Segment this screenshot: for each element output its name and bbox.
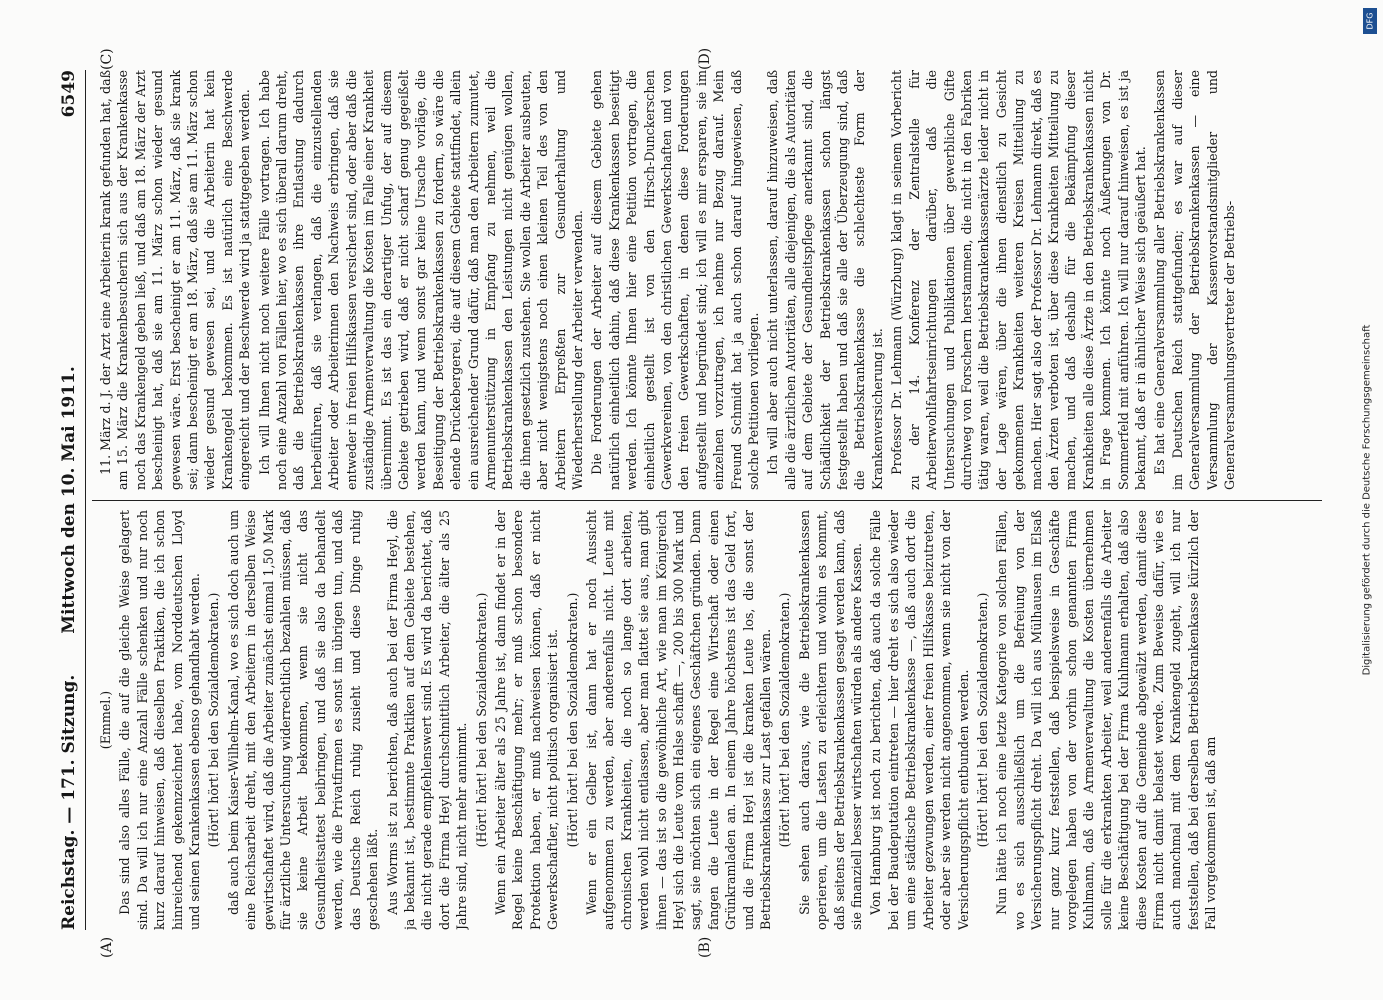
paragraph: Sie sehen auch daraus, wie die Betriebskrankenkassen operieren, um die Lasten zu erleichtern und wohin es kommt, daß seitens der Betriebskrankenkassen gesagt werden kann, daß sie finanziell besser wirtschaften würden als andere Kassen. [796, 510, 864, 930]
left-column [97, 510, 1317, 930]
paragraph: 11. März d. J. der Arzt eine Arbeiterin krank gefunden hat, daß am 15. März die Krankenbesucherin sich aus der Krankenkasse noch das Krankengeld geben ließ, und daß am 18. März der Arzt bescheinigt hat, daß sie am 11. März schon wieder gesund gewesen wäre. Erst bescheinigt er am 11. März, daß sie krank sei; dann bescheinigt er am 18. März, daß sie am 11. März schon wieder gesund gewesen sei, und die Arbeiterin hat kein Krankengeld bekommen. Es ist natürlich eine Beschwerde eingereicht und der Beschwerde wird ja stattgegeben werden. [97, 70, 252, 490]
paragraph: Wenn ein Arbeiter älter als 25 Jahre ist, dann findet er in der Regel keine Beschäftigung mehr; er muß schon besondere Protektion haben, er muß nachweisen können, daß er nicht Gewerkschaftler, nicht politisch organisiert ist. [492, 510, 560, 930]
paragraph: Nun hätte ich noch eine letzte Kategorie von solchen Fällen, wo es sich ausschließlich um die Befreiung von der Versicherungspflicht dreht. Da will ich aus Mülhausen im Elsaß nur ganz kurz feststellen, daß beispielsweise in Geschäfte vorgelegen haben von der vorhin schon genannten Firma Kuhlmann, daß die Armenverwaltung die Kosten übernehmen solle für die erkrankten Arbeiter, weil anderenfalls die Arbeiter keine Beschäftigung bei der Firma Kuhlmann erhalten, daß also diese Kosten auf die Gemeinde abgewälzt werden, damit diese Firma nicht damit belastet werde. Zum Beweise dafür, wie es auch manchmal mit dem Krankengeld zugeht, will ich nur feststellen, daß bei derselben Betriebskrankenkasse kürzlich der Fall vorgekommen ist, daß am [993, 510, 1218, 930]
paragraph: (Emmel.) [97, 690, 113, 750]
paragraph: (Hört! hört! bei den Sozialdemokraten.) [205, 592, 221, 848]
header-date: Mittwoch den 10. Mai 1911. [58, 366, 79, 634]
paragraph: daß auch beim Kaiser-Wilhelm-Kanal, wo es sich doch auch um eine Reichsarbeit dreht, mit den Arbeitern in derselben Weise gewirtschaftet wird, daß die Arbeiter zunächst einmal 1,50 Mark für ärztliche Untersuchung widerrechtlich bezahlen müssen, daß sie keine Arbeit bekommen, wenn sie nicht das Gesundheitsattest beibringen, und daß sie also da behandelt werden, wie die Privatfirmen es sonst im übrigen tun, und daß das Deutsche Reich ruhig zusieht und diese Dinge ruhig geschehen läßt. [225, 510, 380, 930]
paragraph: Das sind also alles Fälle, die auf die gleiche Weise gelagert sind. Da will ich nur eine Anzahl Fälle schenken und nur noch kurz darauf hinweisen, daß dieselben Praktiken, die ich schon hinreichend gekennzeichnet habe, vom Norddeutschen Lloyd und seinen Krankenkassen ebenso gehandhabt werden. [116, 510, 202, 930]
rotated-page-content [37, 30, 1347, 970]
paragraph: Ich will aber auch nicht unterlassen, darauf hinzuweisen, daß alle die ärztlichen Autoritäten, alle diejenigen, die als Autoritäten auf dem Gebiete der Gesundheitspflege anerkannt sind, die Schädlichkeit der Betriebskrankenkassen schon längst festgestellt haben und daß sie alle der Überzeugung sind, daß die Betriebskrankenkasse die schlechteste Form der Krankenversicherung ist. [764, 70, 885, 490]
digitization-credit [1359, 30, 1375, 970]
header-page-number: 6549 [58, 70, 79, 118]
paragraph: (Hört! hört! bei den Sozialdemokraten.) [776, 592, 792, 848]
margin-mark-b: (B) [696, 936, 713, 958]
credit-text: Digitalisierung gefördert durch die Deutsche Forschungsgemeinschaft [1361, 324, 1373, 676]
margin-mark-a: (A) [98, 936, 115, 958]
paragraph: (Hört! hört! bei den Sozialdemokraten.) [473, 592, 489, 848]
right-column [97, 70, 1317, 490]
paragraph: Ich will Ihnen nicht noch weitere Fälle vortragen. Ich habe noch eine Anzahl von Fällen hier, wo es sich überall darum dreht, daß die Betriebskrankenkassen ihre Entlastung dadurch herbeiführen, daß sie verlangen, daß die einzustellenden Arbeiter oder Arbeiterinnen den Nachweis erbringen, daß sie entweder in freien Hilfskassen versichert sind, oder aber daß die zuständige Armenverwaltung die Kosten im Falle einer Krankheit übernimmt. Es ist das ein derartiger Unfug, der auf diesem Gebiete getrieben wird, daß er nicht scharf genug gegeißelt werden kann, und wenn sonst gar keine Ursache vorläge, die Beseitigung der Betriebskrankenkassen zu fordern, so wäre die elende Drückebergerei, die auf diesem Gebiete stattfindet, allein ein ausreichender Grund dafür, daß man den Arbeitern zumutet, Armenunterstützung in Empfang zu nehmen, weil die Betriebskrankenkassen den Leistungen nicht genügen wollen, die ihnen gesetzlich zustehen. Sie wollen die Arbeiter ausbeuten, aber nicht wenigstens noch einen kleinen Teil des von den Arbeitern Erpreßten zur Gesunderhaltung und Wiederherstellung der Arbeiter verwenden. [256, 70, 585, 490]
paragraph: Es hat eine Generalversammlung aller Betriebskrankenkassen im Deutschen Reich stattgefunden; es war auf dieser Generalversammlung der Betriebskrankenkassen — eine Versammlung der Kassenvorstandsmitglieder und Generalversammlungsvertreter der Betriebs- [1151, 70, 1237, 490]
paragraph: Die Forderungen der Arbeiter auf diesem Gebiete gehen natürlich einheitlich dahin, daß diese Krankenkassen beseitigt werden. Ich könnte Ihnen hier eine Petition vortragen, die einheitlich gestellt ist von den Hirsch-Dunckerschen Gewerkvereinen, von den christlichen Gewerkschaften und von den freien Gewerkschaften, in denen diese Forderungen aufgestellt und begründet sind; ich will es mir ersparen, sie im einzelnen vorzutragen, ich nehme nur Bezug darauf. Mein Freund Schmidt hat ja auch schon darauf hingewiesen, daß solche Petitionen vorliegen. [588, 70, 761, 490]
margin-mark-c: (C) [98, 48, 115, 70]
paragraph: Wenn er ein Gelber ist, dann hat er noch Aussicht aufgenommen zu werden, aber anderenfalls nicht. Leute mit chronischen Krankheiten, die noch so lange dort arbeiten, werden wohl nicht entlassen, aber man flattet sie aus, man gibt ihnen — das ist so die gewöhnliche Art, wie man im Königreich Heyl sich die Leute vom Halse schafft —, 200 bis 300 Mark und sagt, sie möchten sich ein eigenes Geschäftchen gründen. Dann fangen die Leute in der Regel eine Wirtschaft oder einen Grünkramladen an. In einem Jahre höchstens ist das Geld fort, und die Firma Heyl ist die kranken Leute los, die sonst der Betriebskrankenkasse zur Last gefallen wären. [583, 510, 773, 930]
margin-mark-d: (D) [696, 47, 713, 70]
running-header [55, 70, 86, 930]
paragraph: (Hört! hört! bei den Sozialdemokraten.) [974, 592, 990, 848]
paragraph: Von Hamburg ist noch zu berichten, daß auch da solche Fälle bei der Baudeputation eintreten — hier dreht es sich also wieder um eine städtische Betriebskrankenkasse —, daß auch dort die Arbeiter gezwungen werden, einer freien Hilfskasse beizutreten, oder aber sie werden nicht angenommen, wenn sie nicht von der Versicherungspflicht entbunden werden. [867, 510, 970, 930]
paragraph: Aus Worms ist zu berichten, daß auch bei der Firma Heyl, die ja bekannt ist, bestimmte Praktiken auf dem Gebiete bestehen, die nicht gerade empfehlenswert sind. Es wird da berichtet, daß dort die Firma Heyl durchschnittlich Arbeiter, die älter als 25 Jahre sind, nicht mehr annimmt. [384, 510, 469, 930]
paragraph: Professor Dr. Lehmann (Würzburg) klagt in seinem Vorbericht zu der 14. Konferenz der Zentralstelle für Arbeiterwohlfahrtseinrichtungen darüber, daß die Untersuchungen und Publikationen über gewerbliche Gifte durchweg von Forschern herstammen, die nicht in den Fabriken tätig waren, weil die Betriebskrankenkassenärzte leider nicht in der Lage wären, über die ihnen dienstlich zu Gesicht gekommenen Krankheiten weiteren Kreisen Mitteilung zu machen. Hier sagt also der Professor Dr. Lehmann direkt, daß es den Ärzten verboten ist, über diese Krankheiten Mitteilung zu machen, und daß deshalb für die Bekämpfung dieser Krankheiten alle diese Ärzte in den Betriebskrankenkassen nicht in Frage kommen. Ich könnte noch Äußerungen von Dr. Sommerfeld mit anführen. Ich will nur darauf hinweisen, es ist ja bekannt, daß er in ähnlicher Weise sich geäußert hat. [888, 70, 1148, 490]
column-divider [92, 500, 1322, 501]
dfg-logo [1363, 8, 1377, 34]
dfg-logo-text: DFG [1365, 12, 1375, 30]
paragraph: (Hört! hört! bei den Sozialdemokraten.) [564, 592, 580, 848]
header-session: Reichstag. — 171. Sitzung. [58, 674, 79, 930]
